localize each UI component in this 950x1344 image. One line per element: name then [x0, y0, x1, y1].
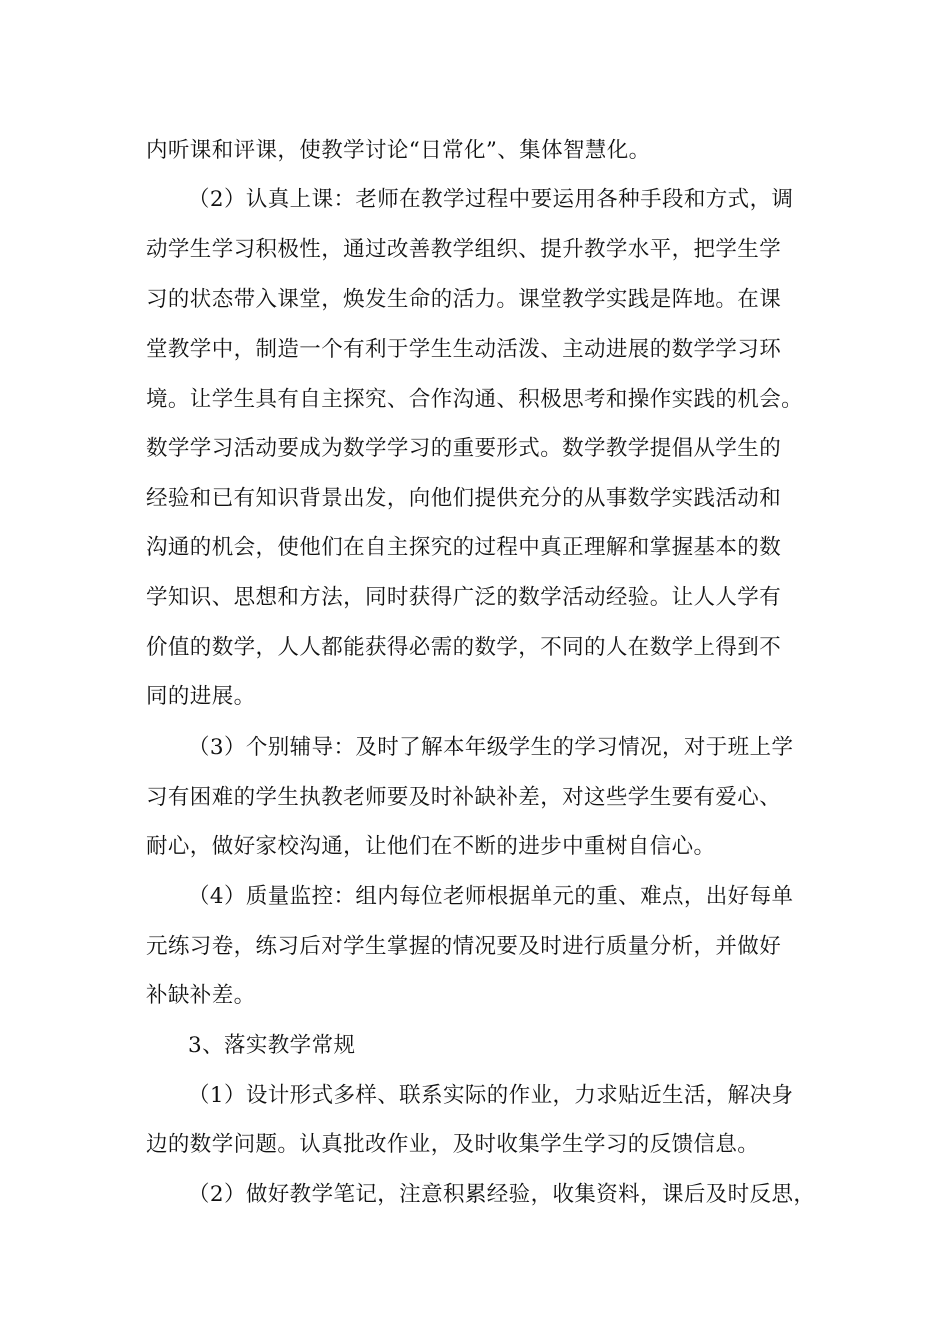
text-line: 同的进展。	[146, 684, 256, 709]
paragraph-5-first-line: （1）设计形式多样、联系实际的作业，力求贴近生活，解决身	[188, 1083, 794, 1108]
text-line: 沟通的机会，使他们在自主探究的过程中真正理解和掌握基本的数	[146, 535, 782, 560]
paragraph-3-first-line: （3）个别辅导：及时了解本年级学生的学习情况，对于班上学	[188, 735, 794, 760]
text-line: 动学生学习积极性，通过改善教学组织、提升教学水平，把学生学	[146, 237, 782, 262]
paragraph-6-first-line: （2）做好教学笔记，注意积累经验，收集资料，课后及时反思，	[188, 1182, 816, 1207]
text-line: 习有困难的学生执教老师要及时补缺补差，对这些学生要有爱心、	[146, 785, 782, 810]
text-line: 数学学习活动要成为数学学习的重要形式。数学教学提倡从学生的	[146, 436, 782, 461]
text-line: 耐心，做好家校沟通，让他们在不断的进步中重树自信心。	[146, 834, 716, 859]
text-line: 价值的数学，人人都能获得必需的数学，不同的人在数学上得到不	[146, 635, 782, 660]
text-line: 堂教学中，制造一个有利于学生生动活泼、主动进展的数学学习环	[146, 337, 782, 362]
text-line: 元练习卷，练习后对学生掌握的情况要及时进行质量分析，并做好	[146, 934, 782, 959]
text-line: 习的状态带入课堂，焕发生命的活力。课堂教学实践是阵地。在课	[146, 287, 782, 312]
text-line: 补缺补差。	[146, 983, 256, 1008]
text-line: 边的数学问题。认真批改作业，及时收集学生学习的反馈信息。	[146, 1132, 760, 1157]
text-line: 内听课和评课，使教学讨论“日常化”、集体智慧化。	[146, 138, 651, 163]
text-line: 经验和已有知识背景出发，向他们提供充分的从事数学实践活动和	[146, 486, 782, 511]
paragraph-4-first-line: （4）质量监控：组内每位老师根据单元的重、难点，出好每单	[188, 884, 794, 909]
text-line: 境。让学生具有自主探究、合作沟通、积极思考和操作实践的机会。	[146, 387, 804, 412]
text-line: 学知识、思想和方法，同时获得广泛的数学活动经验。让人人学有	[146, 585, 782, 610]
section-heading: 3、落实教学常规	[188, 1033, 356, 1058]
paragraph-2-first-line: （2）认真上课：老师在教学过程中要运用各种手段和方式，调	[188, 187, 794, 212]
